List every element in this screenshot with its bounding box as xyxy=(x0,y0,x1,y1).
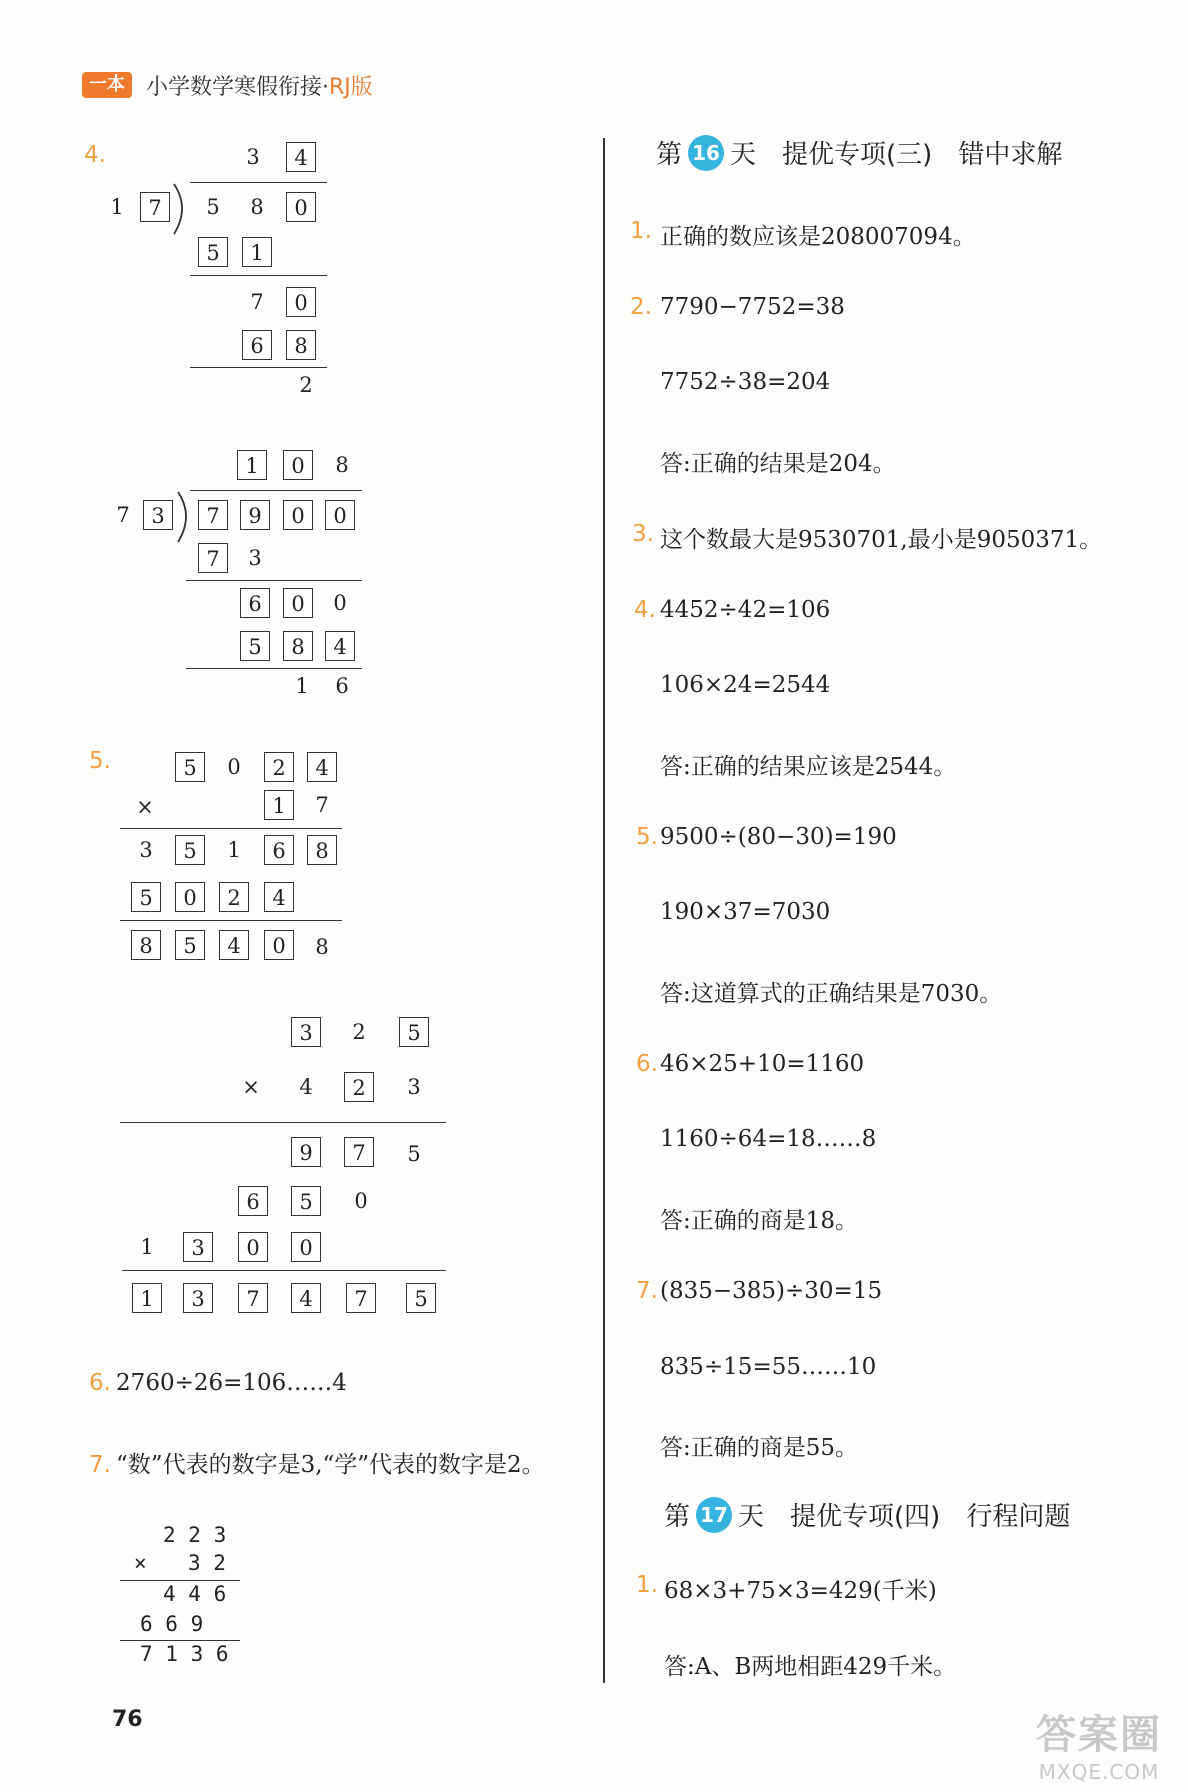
digit-box: 8 xyxy=(283,631,313,661)
watermark-logo: 答案圈 xyxy=(1036,1712,1162,1758)
digit-box: 1 xyxy=(237,450,267,480)
digit-box: 7 xyxy=(140,192,170,222)
q6-item xyxy=(89,1370,347,1396)
day17-subtitle: 行程问题 xyxy=(966,1502,1071,1532)
answer-line: 答:正确的结果应该是2544。 xyxy=(660,753,957,780)
digit-box: 5 xyxy=(240,631,270,661)
digit-box: 6 xyxy=(242,330,272,360)
digit: 1 xyxy=(227,838,241,862)
digit-box: 5 xyxy=(175,752,205,782)
digit-box: 4 xyxy=(325,631,355,661)
q4-number: 4. xyxy=(84,142,106,168)
watermark xyxy=(1036,1703,1162,1784)
day16-post: 天 xyxy=(730,140,757,170)
digit-box: 0 xyxy=(286,192,316,222)
answer-line: 106×24=2544 xyxy=(660,672,831,699)
division-bracket xyxy=(170,182,194,236)
answer-line: 答:A、B两地相距429千米。 xyxy=(664,1654,957,1680)
digit: 8 xyxy=(335,453,349,477)
watermark-url: MXQE.COM xyxy=(1038,1760,1160,1784)
answer-line: 68×3+75×3=429(千米) xyxy=(664,1578,937,1604)
digit-box: 6 xyxy=(264,835,294,865)
answer-number: 7. xyxy=(636,1277,658,1304)
digit-box: 4 xyxy=(286,142,316,172)
product-line xyxy=(120,1640,240,1641)
day16-number: 16 xyxy=(688,135,724,171)
answer-number: 2. xyxy=(630,293,652,320)
page-number: 76 xyxy=(112,1707,143,1732)
digit: 3 xyxy=(248,546,262,570)
small-mult-row: 3 2 xyxy=(188,1551,226,1575)
digit-box: 7 xyxy=(198,500,228,530)
book-edition: RJ版 xyxy=(329,75,373,100)
digit: 8 xyxy=(315,935,329,959)
digit: 1 xyxy=(110,195,124,219)
q5-number: 5. xyxy=(89,748,111,774)
answer-line: 答:正确的商是55。 xyxy=(660,1435,859,1462)
answer-line: 1160÷64=18……8 xyxy=(660,1126,877,1153)
answer-line: 答:正确的结果是204。 xyxy=(660,451,896,478)
division-bar xyxy=(190,490,362,491)
digit: 1 xyxy=(295,674,309,698)
answer-line: 正确的数应该是208007094。 xyxy=(660,224,976,250)
digit-box: 6 xyxy=(238,1186,268,1216)
digit-box: 0 xyxy=(283,500,313,530)
day17-pre: 第 xyxy=(664,1502,691,1532)
digit-box: 4 xyxy=(264,882,294,912)
answer-line: 190×37=7030 xyxy=(660,899,831,926)
answer-line: 46×25+10=1160 xyxy=(660,1050,865,1077)
product-line xyxy=(120,1122,446,1123)
day16-topic: 提优专项(三) xyxy=(782,140,933,170)
q6-number: 6. xyxy=(89,1370,111,1396)
digit-box: 6 xyxy=(240,588,270,618)
digit: 5 xyxy=(407,1142,421,1166)
digit-box: 0 xyxy=(283,450,313,480)
digit: 3 xyxy=(246,145,260,169)
digit-box: 1 xyxy=(242,237,272,267)
digit-box: 5 xyxy=(131,882,161,912)
digit: 5 xyxy=(206,195,220,219)
division-bar xyxy=(190,182,327,183)
digit-box: 0 xyxy=(325,500,355,530)
small-mult-row: 4 4 6 xyxy=(163,1582,227,1606)
division-bracket xyxy=(174,490,198,544)
division-line xyxy=(190,367,327,368)
digit: 3 xyxy=(139,838,153,862)
day16-subtitle: 错中求解 xyxy=(958,140,1063,170)
digit-box: 7 xyxy=(346,1283,376,1313)
times-sign: × xyxy=(242,1075,260,1099)
answer-number: 5. xyxy=(636,823,658,850)
answer-line: 4452÷42=106 xyxy=(660,596,831,623)
digit-box: 3 xyxy=(183,1232,213,1262)
digit-box: 8 xyxy=(131,930,161,960)
answer-line: 9500÷(80−30)=190 xyxy=(660,823,897,850)
digit-box: 2 xyxy=(344,1072,374,1102)
digit: 7 xyxy=(315,793,329,817)
digit-box: 3 xyxy=(183,1283,213,1313)
q6-text: 2760÷26=106……4 xyxy=(116,1370,347,1396)
times-sign: × xyxy=(134,1551,147,1575)
digit-box: 5 xyxy=(198,237,228,267)
book-title xyxy=(146,70,373,101)
answer-number: 4. xyxy=(634,596,656,623)
digit-box: 0 xyxy=(291,1232,321,1262)
digit: 7 xyxy=(116,503,130,527)
digit-box: 7 xyxy=(344,1137,374,1167)
answer-line: (835−385)÷30=15 xyxy=(660,1277,883,1304)
digit: 2 xyxy=(352,1020,366,1044)
digit-box: 5 xyxy=(175,835,205,865)
answer-number: 1. xyxy=(636,1572,658,1598)
answer-number: 6. xyxy=(636,1050,658,1077)
digit-box: 7 xyxy=(198,543,228,573)
digit: 6 xyxy=(335,674,349,698)
digit-box: 9 xyxy=(240,500,270,530)
day17-topic: 提优专项(四) xyxy=(790,1502,941,1532)
digit-box: 5 xyxy=(175,930,205,960)
day17-number: 17 xyxy=(696,1497,732,1533)
division-line xyxy=(190,275,327,276)
digit-box: 4 xyxy=(219,930,249,960)
digit-box: 0 xyxy=(238,1232,268,1262)
digit-box: 0 xyxy=(286,287,316,317)
digit-box: 1 xyxy=(264,790,294,820)
digit-box: 5 xyxy=(399,1017,429,1047)
product-line xyxy=(120,828,342,829)
answer-line: 答:正确的商是18。 xyxy=(660,1208,859,1235)
small-mult-row: 7 1 3 6 xyxy=(140,1642,229,1666)
answer-number: 1. xyxy=(630,218,652,244)
digit-box: 1 xyxy=(132,1283,162,1313)
digit-box: 4 xyxy=(291,1283,321,1313)
q7-text: “数”代表的数字是3,“学”代表的数字是2。 xyxy=(116,1452,545,1478)
book-title-main: 小学数学寒假衔接· xyxy=(146,75,329,100)
digit-box: 0 xyxy=(175,882,205,912)
small-mult-row: 2 2 3 xyxy=(163,1523,227,1547)
answer-line: 7790−7752=38 xyxy=(660,293,845,320)
digit-box: 5 xyxy=(291,1186,321,1216)
answer-line: 835÷15=55……10 xyxy=(660,1353,877,1380)
column-divider xyxy=(603,138,605,1683)
digit-box: 3 xyxy=(143,500,173,530)
q7-number: 7. xyxy=(89,1452,111,1478)
division-line xyxy=(186,580,362,581)
digit-box: 0 xyxy=(283,588,313,618)
q7-item xyxy=(89,1446,545,1479)
product-line xyxy=(120,1580,240,1581)
answer-line: 答:这道算式的正确结果是7030。 xyxy=(660,981,1003,1007)
digit-box: 9 xyxy=(291,1137,321,1167)
digit: 2 xyxy=(299,373,313,397)
answer-line: 7752÷38=204 xyxy=(660,369,831,396)
product-line xyxy=(120,920,342,921)
digit: 4 xyxy=(299,1075,313,1099)
digit-box: 3 xyxy=(291,1017,321,1047)
digit: 3 xyxy=(407,1075,421,1099)
small-mult-row: 6 6 9 xyxy=(140,1612,204,1636)
digit-box: 5 xyxy=(406,1283,436,1313)
brand-badge: 一本 xyxy=(82,72,132,98)
division-line xyxy=(186,668,362,669)
digit-box: 4 xyxy=(307,752,337,782)
digit: 0 xyxy=(354,1189,368,1213)
digit-box: 2 xyxy=(219,882,249,912)
answer-line: 这个数最大是9530701,最小是9050371。 xyxy=(660,526,1103,553)
digit: 0 xyxy=(333,591,347,615)
digit-box: 0 xyxy=(264,930,294,960)
digit: 8 xyxy=(250,195,264,219)
answer-number: 3. xyxy=(632,520,654,547)
day16-heading xyxy=(656,134,1062,171)
day17-heading xyxy=(664,1496,1070,1533)
times-sign: × xyxy=(136,795,154,819)
digit: 7 xyxy=(250,290,264,314)
digit-box: 7 xyxy=(238,1283,268,1313)
digit-box: 2 xyxy=(264,752,294,782)
digit-box: 8 xyxy=(286,330,316,360)
day16-pre: 第 xyxy=(656,140,683,170)
digit: 0 xyxy=(227,755,241,779)
product-line xyxy=(122,1270,446,1271)
digit: 1 xyxy=(140,1235,154,1259)
digit-box: 8 xyxy=(307,835,337,865)
day17-post: 天 xyxy=(738,1502,765,1532)
